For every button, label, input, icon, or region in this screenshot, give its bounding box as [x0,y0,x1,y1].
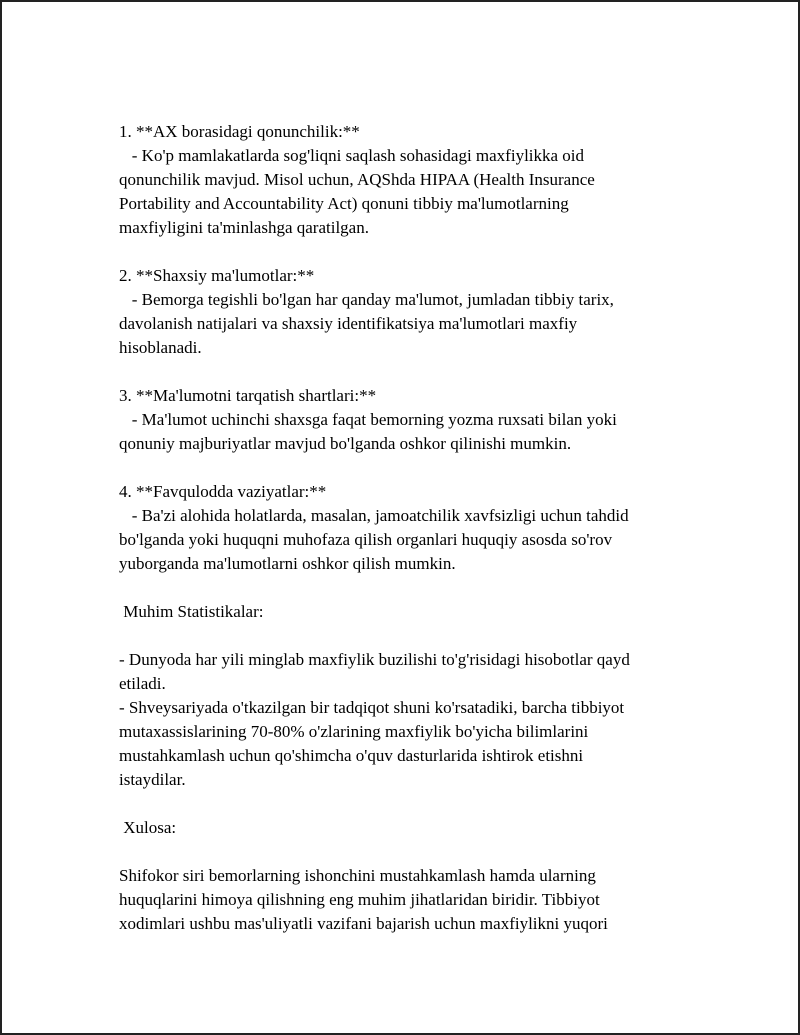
section-text-line: bo'lganda yoki huquqni muhofaza qilish organlari huquqiy asosda so'rov [119,530,613,549]
conclusion-text-line: huquqlarini himoya qilishning eng muhim jihatlaridan biridir. Tibbiyot [119,890,600,909]
section-heading: 4. **Favqulodda vaziyatlar:** [119,482,327,501]
conclusion-text-line: xodimlari ushbu mas'uliyatli vazifani bajarish uchun maxfiylikni yuqori [119,914,608,933]
conclusion-heading: Xulosa: [119,818,177,837]
paragraph-spacer [119,624,679,648]
section-text-line: - Ma'lumot uchinchi shaxsga faqat bemorning yozma ruxsati bilan yoki [119,410,617,429]
paragraph-spacer [119,456,679,480]
paragraph-spacer [119,792,679,816]
section-text-line: yuborganda ma'lumotlarni oshkor qilish mumkin. [119,554,456,573]
statistics-text-line: istaydilar. [119,770,186,789]
section-text-line: hisoblanadi. [119,338,202,357]
paragraph-spacer [119,840,679,864]
section-text-line: - Ba'zi alohida holatlarda, masalan, jamoatchilik xavfsizligi uchun tahdid [119,506,629,525]
section-text-line: qonuniy majburiyatlar mavjud bo'lganda oshkor qilinishi mumkin. [119,434,572,453]
section-text-line: - Ko'p mamlakatlarda sog'liqni saqlash sohasidagi maxfiylikka oid [119,146,585,165]
paragraph-spacer [119,360,679,384]
statistics-text-line: mutaxassislarining 70-80% o'zlarining maxfiylik bo'yicha bilimlarini [119,722,589,741]
section-heading: 3. **Ma'lumotni tarqatish shartlari:** [119,386,377,405]
statistics-text-line: mustahkamlash uchun qo'shimcha o'quv dasturlarida ishtirok etishni [119,746,584,765]
statistics-text-line: - Shveysariyada o'tkazilgan bir tadqiqot shuni ko'rsatadiki, barcha tibbiyot [119,698,625,717]
section-heading: 1. **AX borasidagi qonunchilik:** [119,122,360,141]
section-text-line: maxfiyligini ta'minlashga qaratilgan. [119,218,369,237]
paragraph-spacer [119,576,679,600]
statistics-heading: Muhim Statistikalar: [119,602,264,621]
section-text-line: qonunchilik mavjud. Misol uchun, AQShda HIPAA (Health Insurance [119,170,595,189]
document-body [119,120,679,936]
conclusion-text-line: Shifokor siri bemorlarning ishonchini mustahkamlash hamda ularning [119,866,596,885]
section-text-line: Portability and Accountability Act) qonuni tibbiy ma'lumotlarning [119,194,569,213]
statistics-text-line: - Dunyoda har yili minglab maxfiylik buzilishi to'g'risidagi hisobotlar qayd [119,650,630,669]
section-heading: 2. **Shaxsiy ma'lumotlar:** [119,266,315,285]
section-text-line: davolanish natijalari va shaxsiy identifikatsiya ma'lumotlari maxfiy [119,314,578,333]
statistics-text-line: etiladi. [119,674,166,693]
section-text-line: - Bemorga tegishli bo'lgan har qanday ma'lumot, jumladan tibbiy tarix, [119,290,614,309]
paragraph-spacer [119,240,679,264]
